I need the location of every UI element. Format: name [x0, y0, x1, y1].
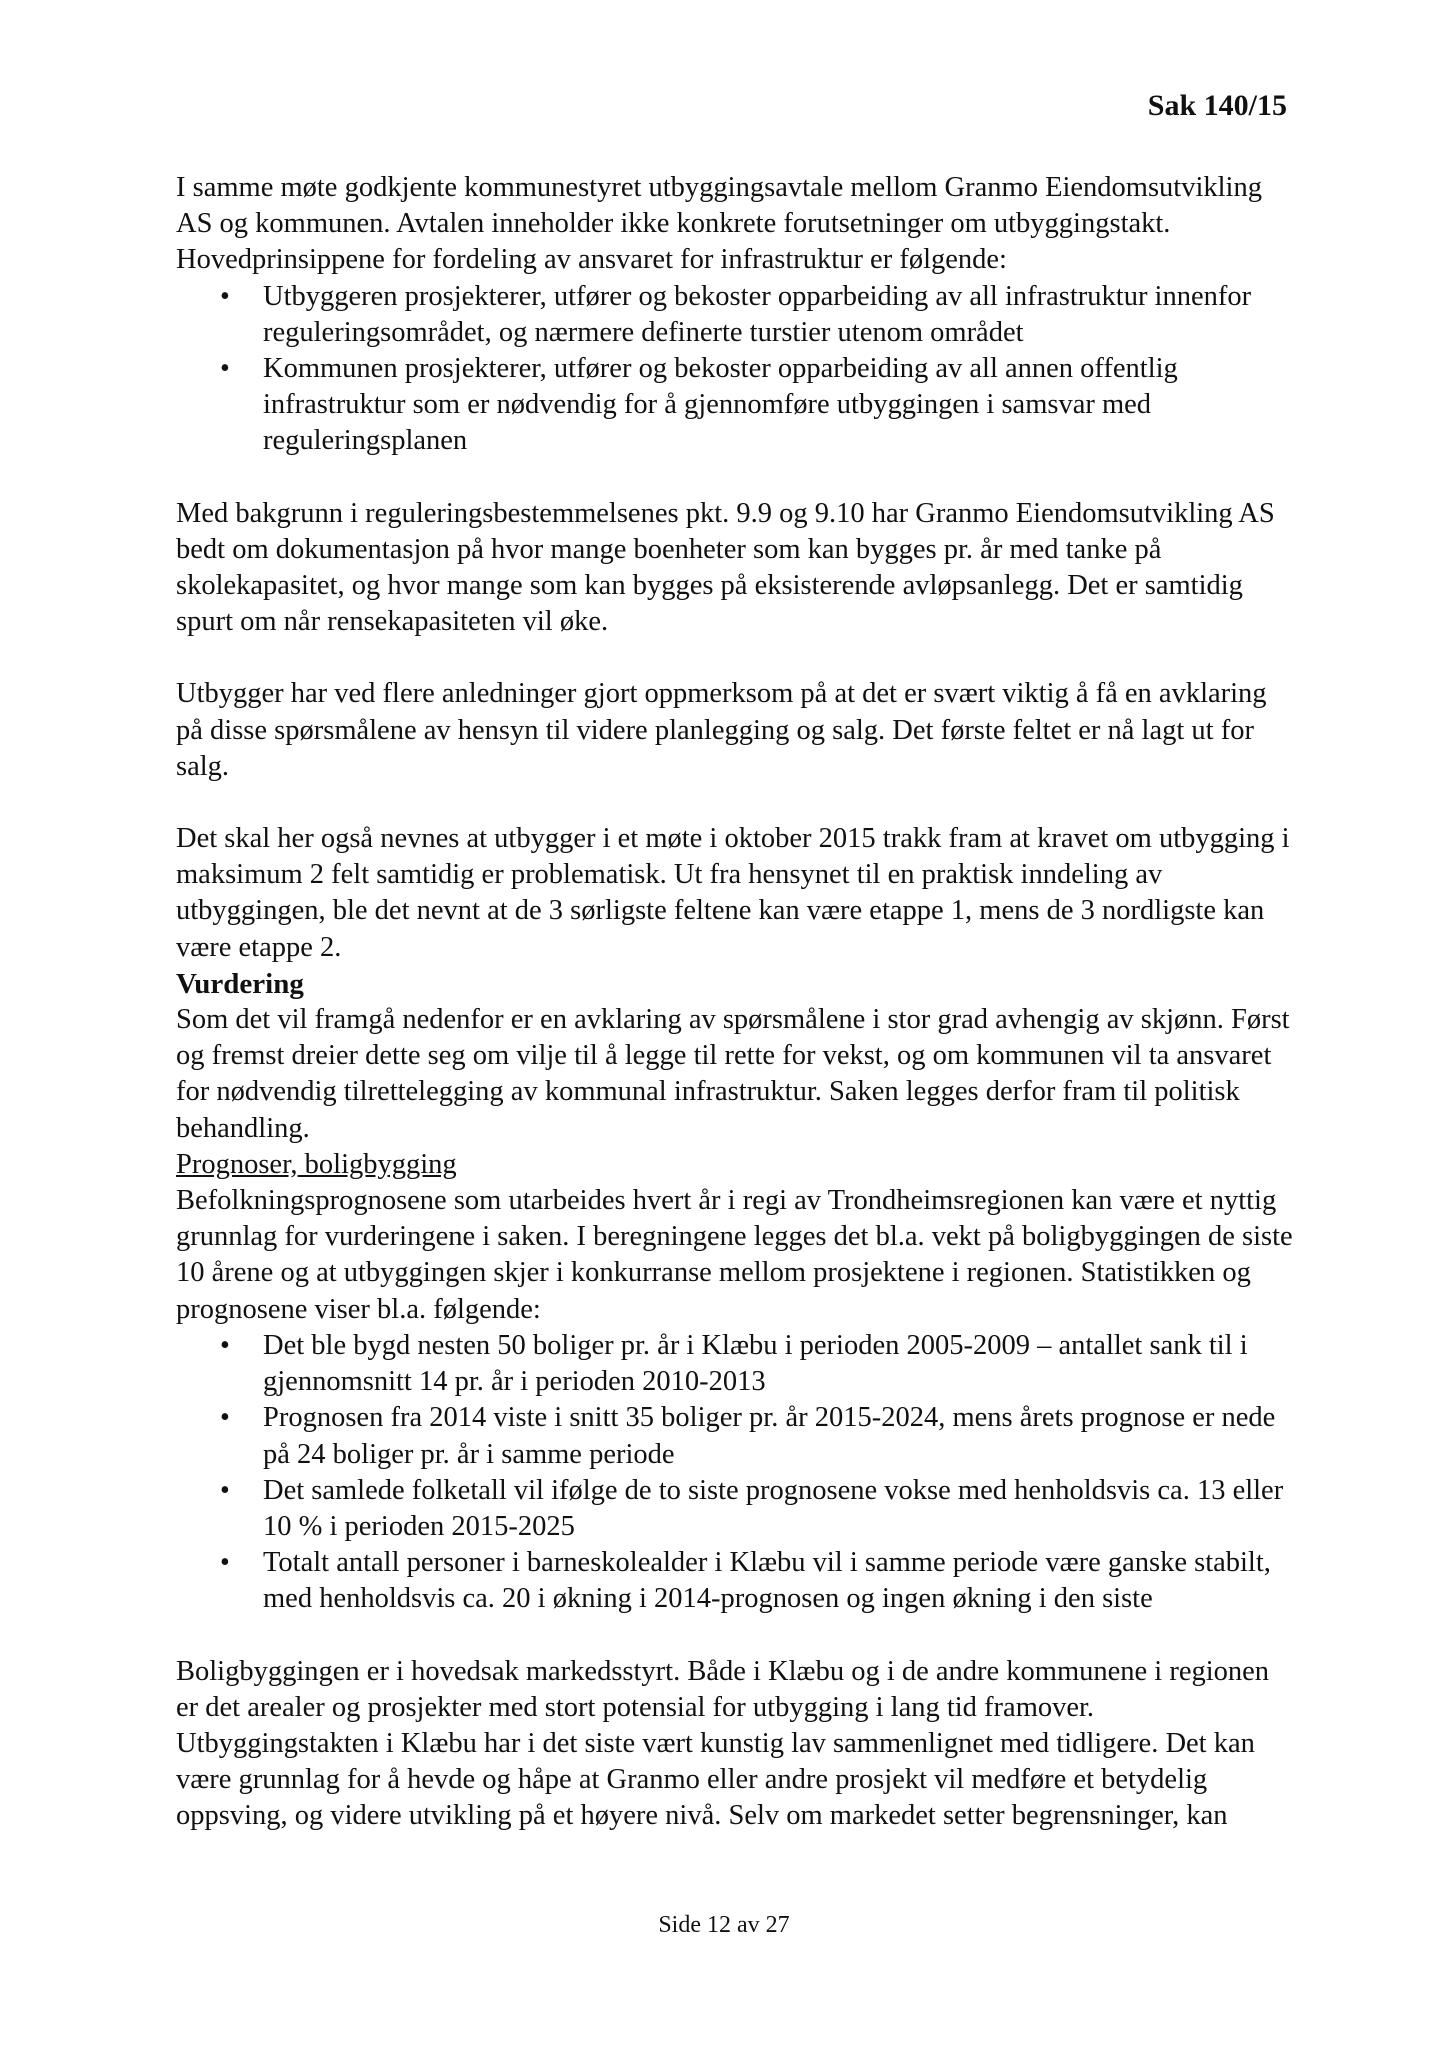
paragraph-market-driven: Boligbyggingen er i hovedsak markedsstyrt. Både i Klæbu og i de andre kommunene i regionen er det arealer og prosjekter med stort potensial for utbygging i lang tid framover. Utbyggingstakten i Klæbu har i det siste vært kunstig lav sammenlignet med tidligere. Det kan være grunnlag for å hevde og håpe at Granmo eller andre prosjekt vil medføre et betydelig oppsving, og videre utvikling på et høyere nivå. Selv om markedet setter begrensninger, kan: [176, 1655, 1270, 1832]
paragraph-meeting-october: Det skal her også nevnes at utbygger i et møte i oktober 2015 trakk fram at kravet om utbygging i maksimum 2 felt samtidig er problematisk. Ut fra hensynet til en praktisk inndeling av utbyggingen, ble det nevnt at de 3 sørligste feltene kan være etappe 1, mens de 3 nordligste kan være etappe 2.: [176, 823, 1290, 963]
list-item: • Prognosen fra 2014 viste i snitt 35 boliger pr. år 2015-2024, mens årets prognose er nede på 24 boliger pr. år i samme periode: [176, 1400, 1296, 1472]
list-item: • Det ble bygd nesten 50 boliger pr. år i Klæbu i perioden 2005-2009 – antallet sank til i gjennomsnitt 14 pr. år i perioden 2010-2013: [176, 1328, 1296, 1400]
paragraph-agreement: I samme møte godkjente kommunestyret utbyggingsavtale mellom Granmo Eiendomsutvikling AS og kommunen. Avtalen inneholder ikke konkrete forutsetninger om utbyggingstakt. Hovedprinsippene for fordeling av ansvaret for infrastruktur er følgende:: [176, 172, 1262, 276]
subheading-prognoser: Prognoser, boligbygging: [176, 1148, 457, 1180]
list-item: • Utbyggeren prosjekterer, utfører og bekoster opparbeiding av all infrastruktur innenfor reguleringsområdet, og nærmere definerte turstier utenom området: [176, 279, 1296, 351]
list-item: • Kommunen prosjekterer, utfører og bekoster opparbeiding av all annen offentlig infrastruktur som er nødvendig for å gjennomføre utbyggingen i samsvar med reguleringsplanen: [176, 351, 1296, 460]
document-body: [176, 170, 1296, 1835]
infrastructure-principles-list: [176, 279, 1296, 460]
paragraph-documentation-request: Med bakgrunn i reguleringsbestemmelsenes pkt. 9.9 og 9.10 har Granmo Eiendomsutvikling AS bedt om dokumentasjon på hvor mange boenheter som kan bygges pr. år med tanke på skolekapasitet, og hvor mange som kan bygges på eksisterende avløpsanlegg. Det er samtidig spurt om når rensekapasiteten vil øke.: [176, 497, 1275, 638]
page-footer: Side 12 av 27: [658, 1912, 790, 1938]
section-heading-vurdering: Vurdering: [176, 967, 304, 1000]
paragraph-assessment: Som det vil framgå nedenfor er en avklaring av spørsmålene i stor grad avhengig av skjønn. Først og fremst dreier dette seg om vilje til å legge til rette for vekst, og om kommunen vil ta ansvaret for nødvendig tilrettelegging av kommunal infrastruktur. Saken legges derfor fram til politisk behandling.: [176, 1004, 1290, 1144]
statistics-list: [176, 1328, 1296, 1618]
case-number: Sak 140/15: [1147, 89, 1287, 122]
paragraph-population-forecasts: Befolkningsprognosene som utarbeides hvert år i regi av Trondheimsregionen kan være et nyttig grunnlag for vurderingene i saken. I beregningene legges det bl.a. vekt på boligbyggingen de siste 10 årene og at utbyggingen skjer i konkurranse mellom prosjektene i regionen. Statistikken og prognosene viser bl.a. følgende:: [176, 1185, 1293, 1325]
list-item: • Totalt antall personer i barneskolealder i Klæbu vil i samme periode være ganske stabilt, med henholdsvis ca. 20 i økning i 2014-prognosen og ingen økning i den siste: [176, 1545, 1296, 1617]
paragraph-developer-concern: Utbygger har ved flere anledninger gjort oppmerksom på at det er svært viktig å få en avklaring på disse spørsmålene av hensyn til videre planlegging og salg. Det første feltet er nå lagt ut for salg.: [176, 678, 1267, 782]
list-item: • Det samlede folketall vil ifølge de to siste prognosene vokse med henholdsvis ca. 13 eller 10 % i perioden 2015-2025: [176, 1473, 1296, 1545]
